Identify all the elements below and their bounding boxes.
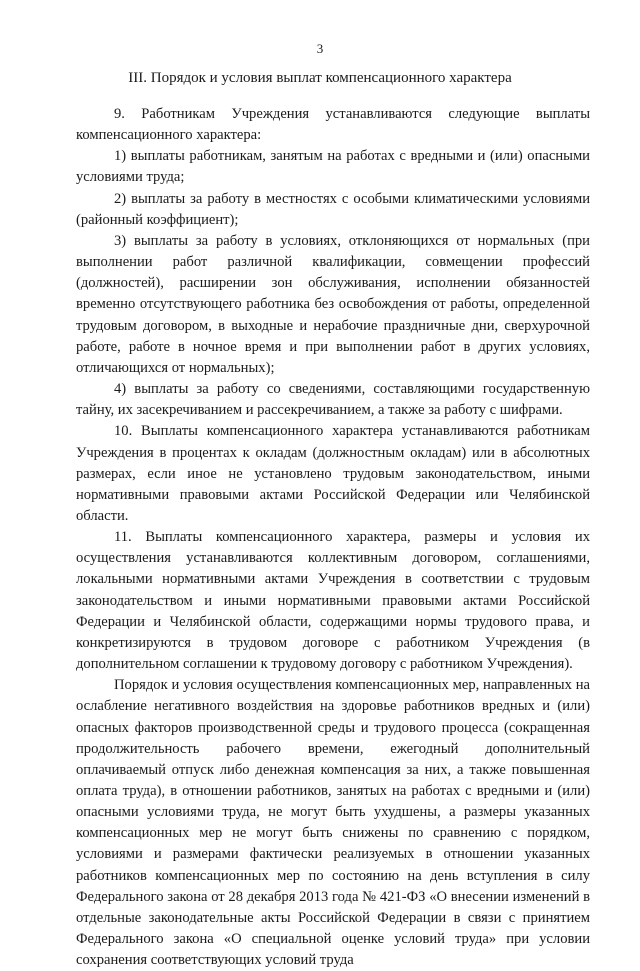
paragraph-10: 10. Выплаты компенсационного характера устанавливаются работникам Учреждения в процентах к окладам (должностным окладам) или в абсолютных размерах, если иное не установлено трудовым законодательством, иными нормативными правовыми актами Российской Федерации или Челябинской области. bbox=[76, 423, 590, 524]
paragraph-9-item-2: 2) выплаты за работу в местностях с особыми климатическими условиями (районный коэффициент); bbox=[76, 190, 590, 228]
document-body bbox=[76, 104, 590, 971]
page-number: 3 bbox=[316, 41, 324, 56]
paragraph-9-item-1: 1) выплаты работникам, занятым на работах с вредными и (или) опасными условиями труда; bbox=[76, 148, 590, 186]
paragraph-compensation-measures: Порядок и условия осуществления компенсационных мер, направленных на ослабление негативного воздействия на здоровье работников вредных и (или) опасных факторов производственной среды и трудового процесса (сокращенная продолжительность рабочего времени, ежегодный дополнительный оплачиваемый отпуск либо денежная компенсация за них, а также повышенная оплата труда), в отношении работников, занятых на работах с вредными и (или) опасными условиями труда, не могут быть ухудшены, а размеры указанных компенсационных мер не могут быть снижены по сравнению с порядком, условиями и размерами фактически реализуемых в отношении указанных работников компенсационных мер по состоянию на день вступления в силу Федерального закона от 28 декабря 2013 года № 421-ФЗ «О внесении изменений в отдельные законодательные акты Российской Федерации в связи с принятием Федерального закона «О специальной оценке условий труда» при условии сохранения соответствующих условий труда bbox=[76, 677, 590, 969]
paragraph-9: 9. Работникам Учреждения устанавливаются следующие выплаты компенсационного характера: bbox=[76, 106, 590, 144]
paragraph-11: 11. Выплаты компенсационного характера, размеры и условия их осуществления устанавливаются коллективным договором, соглашениями, локальными нормативными актами Учреждения в соответствии с трудовым законодательством и иными нормативными правовыми актами Российской Федерации и Челябинской области, содержащими нормы трудового права, и конкретизируются в трудовом договоре с работником Учреждения (в дополнительном соглашении к трудовому договору с работником Учреждения). bbox=[76, 529, 590, 673]
section-title: III. Порядок и условия выплат компенсационного характера bbox=[128, 70, 512, 86]
paragraph-9-item-4: 4) выплаты за работу со сведениями, составляющими государственную тайну, их засекречиванием и рассекречиванием, а также за работу с шифрами. bbox=[76, 381, 590, 419]
paragraph-9-item-3: 3) выплаты за работу в условиях, отклоняющихся от нормальных (при выполнении работ различной квалификации, совмещении профессий (должностей), расширении зон обслуживания, исполнении обязанностей временно отсутствующего работника без освобождения от работы, определенной трудовым договором, в выходные и нерабочие праздничные дни, сверхурочной работе, работе в ночное время и при выполнении работ в других условиях, отличающихся от нормальных); bbox=[76, 232, 590, 376]
